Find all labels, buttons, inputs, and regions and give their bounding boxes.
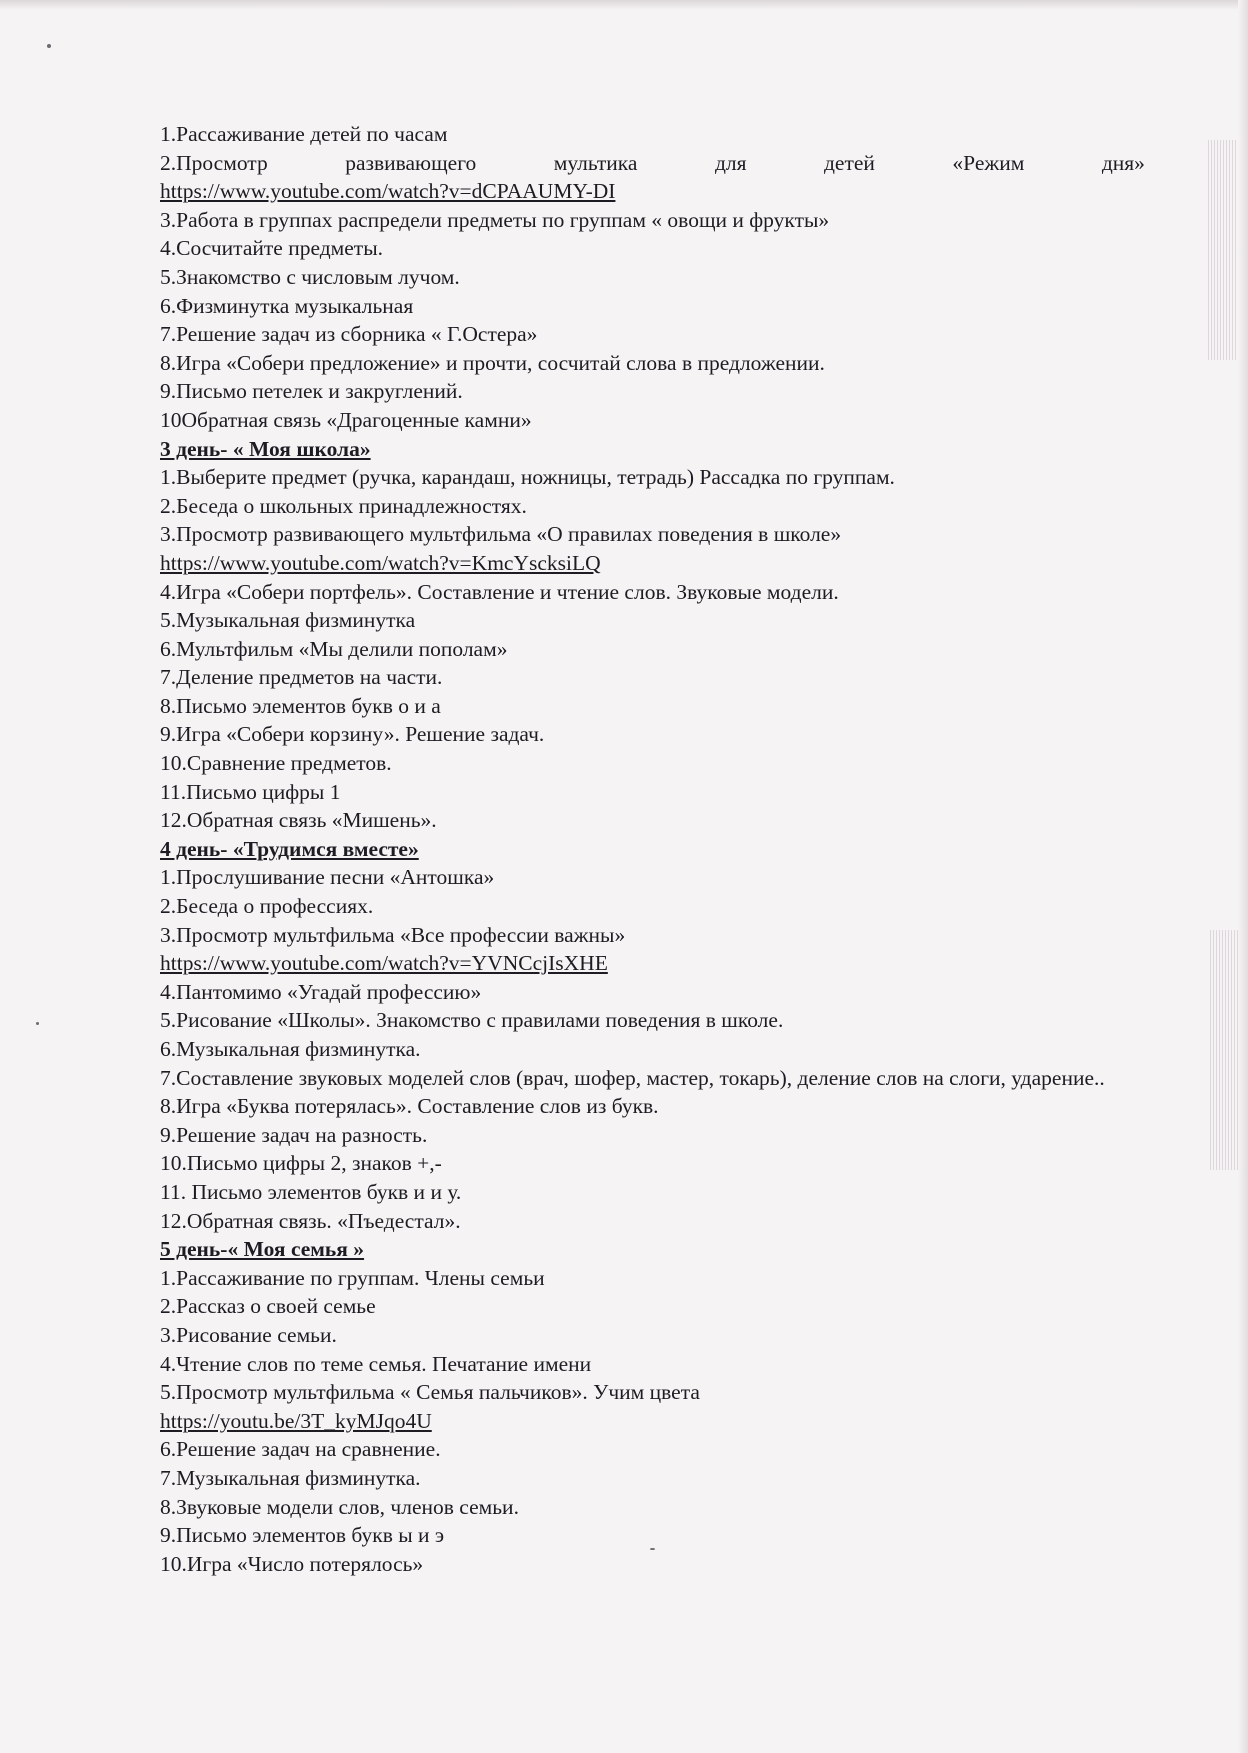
list-item: 8.Звуковые модели слов, членов семьи. <box>160 1494 519 1519</box>
list-item: 4.Игра «Собери портфель». Составление и чтение слов. Звуковые модели. <box>160 579 839 604</box>
list-item: 12.Обратная связь «Мишень». <box>160 808 437 833</box>
list-item: 3.Просмотр мультфильма «Все профессии важны» <box>160 922 626 947</box>
list-item: 3.Работа в группах распредели предметы по группам « овощи и фрукты» <box>160 207 830 232</box>
word: дня» <box>1101 150 1145 175</box>
list-item: 9.Решение задач на разность. <box>160 1122 428 1147</box>
scan-edge-top <box>0 0 1248 10</box>
list-item: 5.Знакомство с числовым лучом. <box>160 264 460 289</box>
list-item: 10.Письмо цифры 2, знаков +,- <box>160 1151 442 1176</box>
day4-section <box>160 835 1145 1235</box>
list-item: 9.Игра «Собери корзину». Решение задач. <box>160 722 545 747</box>
list-item: 8.Игра «Буква потерялась». Составление слов из букв. <box>160 1094 659 1119</box>
list-item: 6.Решение задач на сравнение. <box>160 1437 441 1462</box>
scan-edge-right <box>1238 0 1248 1753</box>
list-item: 3.Рисование семьи. <box>160 1322 337 1347</box>
list-item: 1.Прослушивание песни «Антошка» <box>160 865 495 890</box>
list-item: 3.Просмотр развивающего мультфильма «О правилах поведения в школе» <box>160 522 842 547</box>
list-item: 1.Выберите предмет (ручка, карандаш, ножницы, тетрадь) Рассадка по группам. <box>160 465 895 490</box>
list-item: 6.Физминутка музыкальная <box>160 293 414 318</box>
scan-streak <box>1208 140 1238 360</box>
word: мультика <box>553 150 638 175</box>
list-item: 9.Письмо элементов букв ы и э <box>160 1523 445 1548</box>
day3-heading: 3 день- « Моя школа» <box>160 436 371 461</box>
list-item: 10Обратная связь «Драгоценные камни» <box>160 407 532 432</box>
video-link[interactable]: https://www.youtube.com/watch?v=KmcYscksiLQ <box>160 550 601 575</box>
word: детей <box>823 150 875 175</box>
list-item: 7.Музыкальная физминутка. <box>160 1465 421 1490</box>
day3-section <box>160 435 1145 835</box>
list-item: 8.Игра «Собери предложение» и прочти, сосчитай слова в предложении. <box>160 350 825 375</box>
list-item: 11. Письмо элементов букв и и у. <box>160 1179 462 1204</box>
list-item: 7.Составление звуковых моделей слов (врач, шофер, мастер, токарь), деление слов на слоги, ударение.. <box>160 1065 1105 1090</box>
list-item: 9.Письмо петелек и закруглений. <box>160 379 463 404</box>
day5-heading: 5 день-« Моя семья » <box>160 1237 365 1262</box>
list-item: 12.Обратная связь. «Пъедестал». <box>160 1208 461 1233</box>
list-item: 2.Рассказ о своей семье <box>160 1294 376 1319</box>
list-item: 1.Рассаживание детей по часам <box>160 122 448 146</box>
list-item: 1.Рассаживание по группам. Члены семьи <box>160 1265 545 1290</box>
list-item: 4.Чтение слов по теме семья. Печатание имени <box>160 1351 592 1376</box>
list-item: 6.Музыкальная физминутка. <box>160 1037 421 1061</box>
day5-section <box>160 1235 1145 1578</box>
word: 2.Просмотр <box>160 150 268 175</box>
word: «Режим <box>952 150 1025 175</box>
list-item: 7.Деление предметов на части. <box>160 665 443 690</box>
list-item: 4.Сосчитайте предметы. <box>160 236 384 261</box>
word: развивающего <box>345 150 477 175</box>
video-link[interactable]: https://www.youtube.com/watch?v=dCPAAUMY-DI <box>160 179 616 204</box>
list-item: 5.Просмотр мультфильма « Семья пальчиков». Учим цвета <box>160 1380 700 1405</box>
list-item: 8.Письмо элементов букв о и а <box>160 693 441 718</box>
day4-heading: 4 день- «Трудимся вместе» <box>160 836 419 861</box>
scan-speck <box>47 44 51 48</box>
scan-speck <box>36 1022 39 1025</box>
video-link[interactable]: https://youtu.be/3T_kyMJqo4U <box>160 1408 432 1433</box>
list-item-justified <box>160 149 1145 178</box>
list-item: 2.Беседа о школьных принадлежностях. <box>160 493 527 518</box>
list-item: 10.Сравнение предметов. <box>160 751 392 776</box>
list-item: 5.Музыкальная физминутка <box>160 608 416 633</box>
scan-streak <box>1210 930 1240 1170</box>
video-link[interactable]: https://www.youtube.com/watch?v=YVNCcjIsXHE <box>160 951 608 976</box>
list-item: 10.Игра «Число потерялось» <box>160 1551 424 1576</box>
list-item: 5.Рисование «Школы». Знакомство с правилами поведения в школе. <box>160 1008 784 1033</box>
list-item: 6.Мультфильм «Мы делили пополам» <box>160 636 508 661</box>
list-item: 2.Беседа о профессиях. <box>160 894 374 919</box>
day2-section <box>160 120 1145 435</box>
list-item: 4.Пантомимо «Угадай профессию» <box>160 979 482 1004</box>
word: для <box>714 150 747 175</box>
document-body <box>160 120 1145 1578</box>
list-item: 11.Письмо цифры 1 <box>160 779 341 804</box>
list-item: 7.Решение задач из сборника « Г.Остера» <box>160 322 538 347</box>
